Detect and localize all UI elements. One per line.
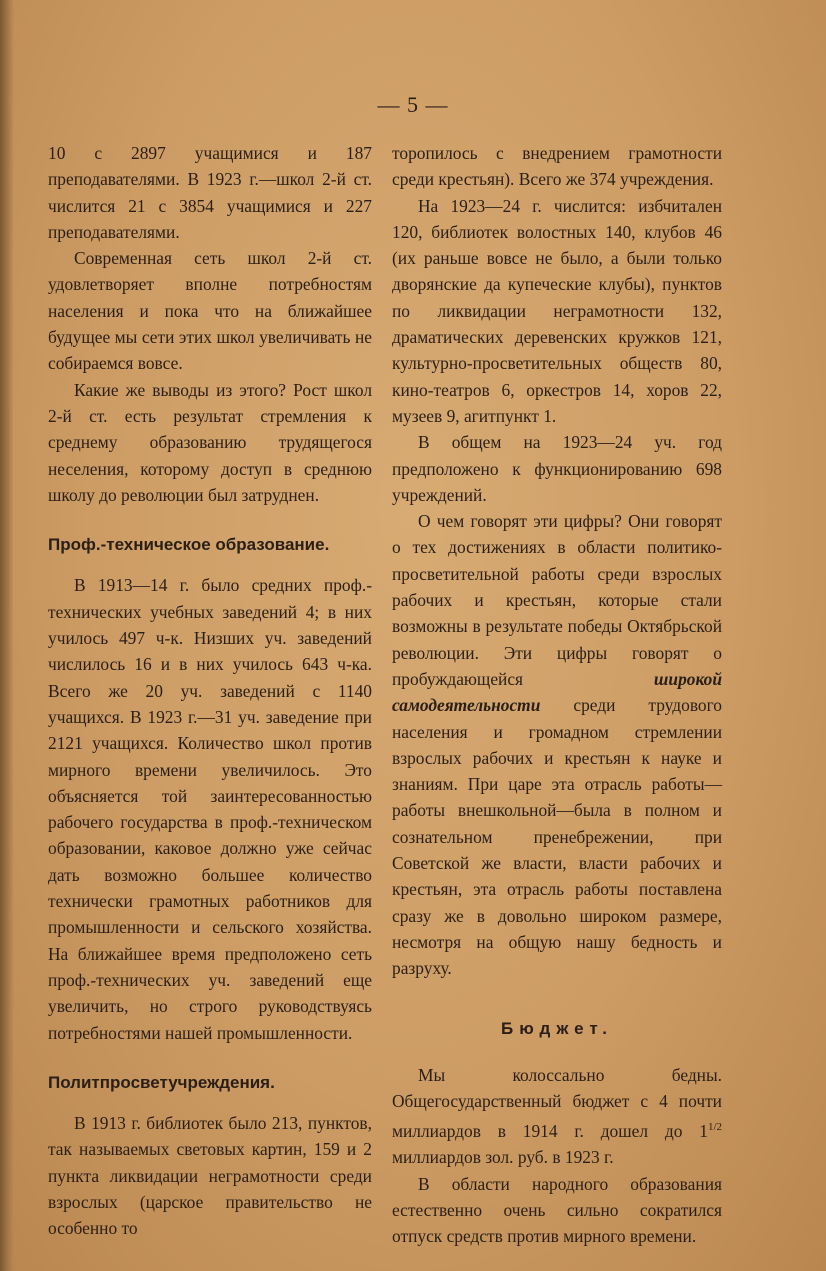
- right-column: [392, 140, 722, 1250]
- paragraph: Какие же выводы из этого? Рост школ 2-й ст. есть результат стремления к среднему образованию трудящегося неселения, которому доступ в среднюю школу до революции был затруднен.: [48, 379, 372, 505]
- left-column: [48, 140, 372, 1242]
- paragraph: В области народного образования естественно очень сильно сократился отпуск средств против мирного времени.: [392, 1173, 722, 1247]
- paragraph: Современная сеть школ 2-й ст. удовлетворяет вполне потребностям населения и пока что на ближайшее будущее мы сети этих школ увеличивать не собираемся вовсе.: [48, 248, 372, 374]
- page-binding-edge: [0, 0, 14, 1271]
- paragraph: На 1923—24 г. числится: избчитален 120, библиотек волостных 140, клубов 46 (их раньше вовсе не было, а были только дворянские да купеческие клубы), пунктов по ликвидации неграмотности 132, драматических деревенских кружков 121, культурно-просветительных обществ 80, кино-театров 6, оркестров 14, хоров 22, музеев 9, агитпункт 1.: [392, 195, 722, 426]
- paragraph: [392, 1062, 722, 1171]
- paragraph: 10 с 2897 учащимися и 187 преподавателями. В 1923 г.—школ 2-й ст. числится 21 с 3854 учащимися и 227 преподавателями.: [48, 143, 372, 242]
- text-run: миллиардов зол. руб. в 1923 г.: [392, 1147, 614, 1168]
- paragraph: В 1913 г. библиотек было 213, пунктов, так называемых световых картин, 159 и 2 пункта ликвидации неграмотности среди взрослых (царское правительство не особенно то: [48, 1113, 372, 1239]
- text-run: Мы колоссально бедны. Общегосударственный бюджет с 4 почти миллиардов в 1914 г. дошел до 1: [392, 1064, 722, 1142]
- paragraph: В общем на 1923—24 уч. год предположено к функционированию 698 учреждений.: [392, 432, 722, 505]
- paragraph: В 1913—14 г. было средних проф.-технических учебных заведений 4; в них училось 497 ч-к. Низших уч. заведений числилось 16 и в них училось 643 ч-ка. Всего же 20 уч. заведений с 1140 учащихся. В 1923 г.—31 уч. заведение при 2121 учащихся. Количество школ против мирного времени увеличилось. Это объясняется той заинтересованностью рабочего государства в проф.-техническом образовании, каковое должно уже сейчас дать возможно большее количество технически грамотных работников для промышленности и сельского хозяйства. На ближайшее время предположено сеть проф.-технических уч. заведений еще увеличить, но строго руководствуясь потребностями нашей промышленности.: [48, 575, 372, 1043]
- emphasis-text: широкой самодеятельности: [392, 668, 722, 716]
- page-number: — 5 —: [377, 92, 449, 117]
- paragraph: [392, 508, 722, 981]
- text-run: О чем говорят эти цифры? Они говорят о тех достижениях в области политико-просветительной работы среди взрослых рабочих и крестьян, которые стали возможны в результате победы Октябрьской революции. Эти цифры говорят о пробуждающейся: [392, 511, 722, 689]
- section-heading-budget: Бюджет.: [501, 1018, 613, 1038]
- paragraph: торопилось с внедрением грамотности среди крестьян). Всего же 374 учреждения.: [392, 143, 722, 190]
- text-run: среди трудового населения и громадном стремлении взрослых рабочих и крестьян к науке и знаниям. При царе эта отрасль работы—работы внешкольной—была в полном и сознательном пренебрежении, при Советской же власти, власти рабочих и крестьян, эта отрасль работы поставлена сразу же в довольно широком размере, несмотря на общую нашу бедность и разруху.: [392, 695, 722, 979]
- fraction: 1/2: [707, 1121, 722, 1134]
- section-heading-prof-tech: Проф.-техническое образование.: [48, 535, 330, 555]
- section-heading-politprosvet: Политпросветучреждения.: [48, 1072, 275, 1092]
